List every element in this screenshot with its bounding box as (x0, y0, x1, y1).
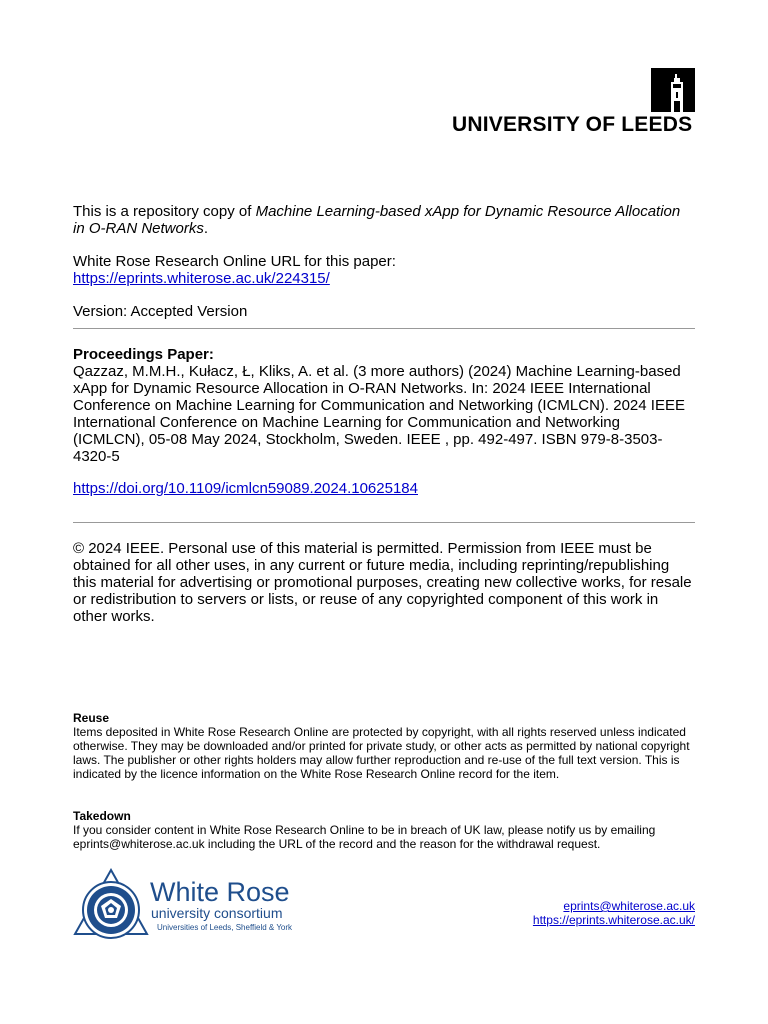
leeds-tower-icon (651, 68, 695, 112)
white-rose-title: White Rose (150, 877, 290, 907)
url-label: White Rose Research Online URL for this paper: (73, 253, 396, 270)
intro-prefix: This is a repository copy of (73, 203, 256, 220)
eprints-site-link[interactable]: https://eprints.whiterose.ac.uk/ (532, 913, 695, 927)
takedown-heading: Takedown (73, 809, 131, 823)
doi-link[interactable]: https://doi.org/10.1109/icmlcn59089.2024.10625184 (73, 480, 418, 497)
email-link[interactable]: eprints@whiterose.ac.uk (563, 899, 695, 913)
proceedings-heading: Proceedings Paper: (73, 346, 214, 363)
white-rose-tagline: Universities of Leeds, Sheffield & York (157, 923, 293, 932)
reuse-text: Items deposited in White Rose Research Online are protected by copyright, with all rights reserved unless indicated otherwise. They may be downloaded and/or printed for private study, or other acts as permitted by national copyright laws. The publisher or other rights holders may allow further reproduction and re-use of the full text version. This is indicated by the licence information on the White Rose Research Online record for the item. (73, 725, 690, 781)
proceedings-citation: Qazzaz, M.M.H., Kułacz, Ł, Kliks, A. et al. (3 more authors) (2024) Machine Learning-based xApp for Dynamic Resource Allocation in O-RAN Networks. In: 2024 IEEE International Conference on Machine Learning for Communication and Networking (ICMLCN). 2024 IEEE International Conference on Machine Learning for Communication and Networking (ICMLCN), 05-08 May 2024, Stockholm, Sweden. IEEE , pp. 492-497. ISBN 979-8-3503-4320-5 (73, 363, 685, 465)
version-text: Version: Accepted Version (73, 303, 248, 320)
divider-bottom (73, 522, 695, 523)
repository-intro (73, 203, 695, 237)
white-rose-logo (73, 868, 298, 940)
white-rose-emblem-icon (73, 868, 149, 940)
reuse-heading: Reuse (73, 711, 110, 725)
white-rose-subtitle: university consortium (151, 905, 283, 921)
university-of-leeds-logo (452, 68, 696, 136)
leeds-logo-text: UNIVERSITY OF LEEDS (452, 113, 693, 136)
copyright-notice: © 2024 IEEE. Personal use of this material is permitted. Permission from IEEE must be obtained for all other uses, in any current or future media, including reprinting/republishing this material for advertising or promotional purposes, creating new collective works, for resale or redistribution to servers or lists, or reuse of any copyrighted component of this work in other works. (73, 540, 692, 625)
takedown-text: If you consider content in White Rose Research Online to be in breach of UK law, please notify us by emailing eprints@whiterose.ac.uk including the URL of the record and the reason for the withdrawal request. (73, 823, 656, 851)
intro-suffix: . (203, 220, 209, 237)
divider-top (73, 328, 695, 329)
paper-title: Machine Learning-based xApp for Dynamic Resource Allocation in O-RAN Networks (73, 203, 681, 237)
eprints-record-link[interactable]: https://eprints.whiterose.ac.uk/224315/ (73, 270, 330, 287)
